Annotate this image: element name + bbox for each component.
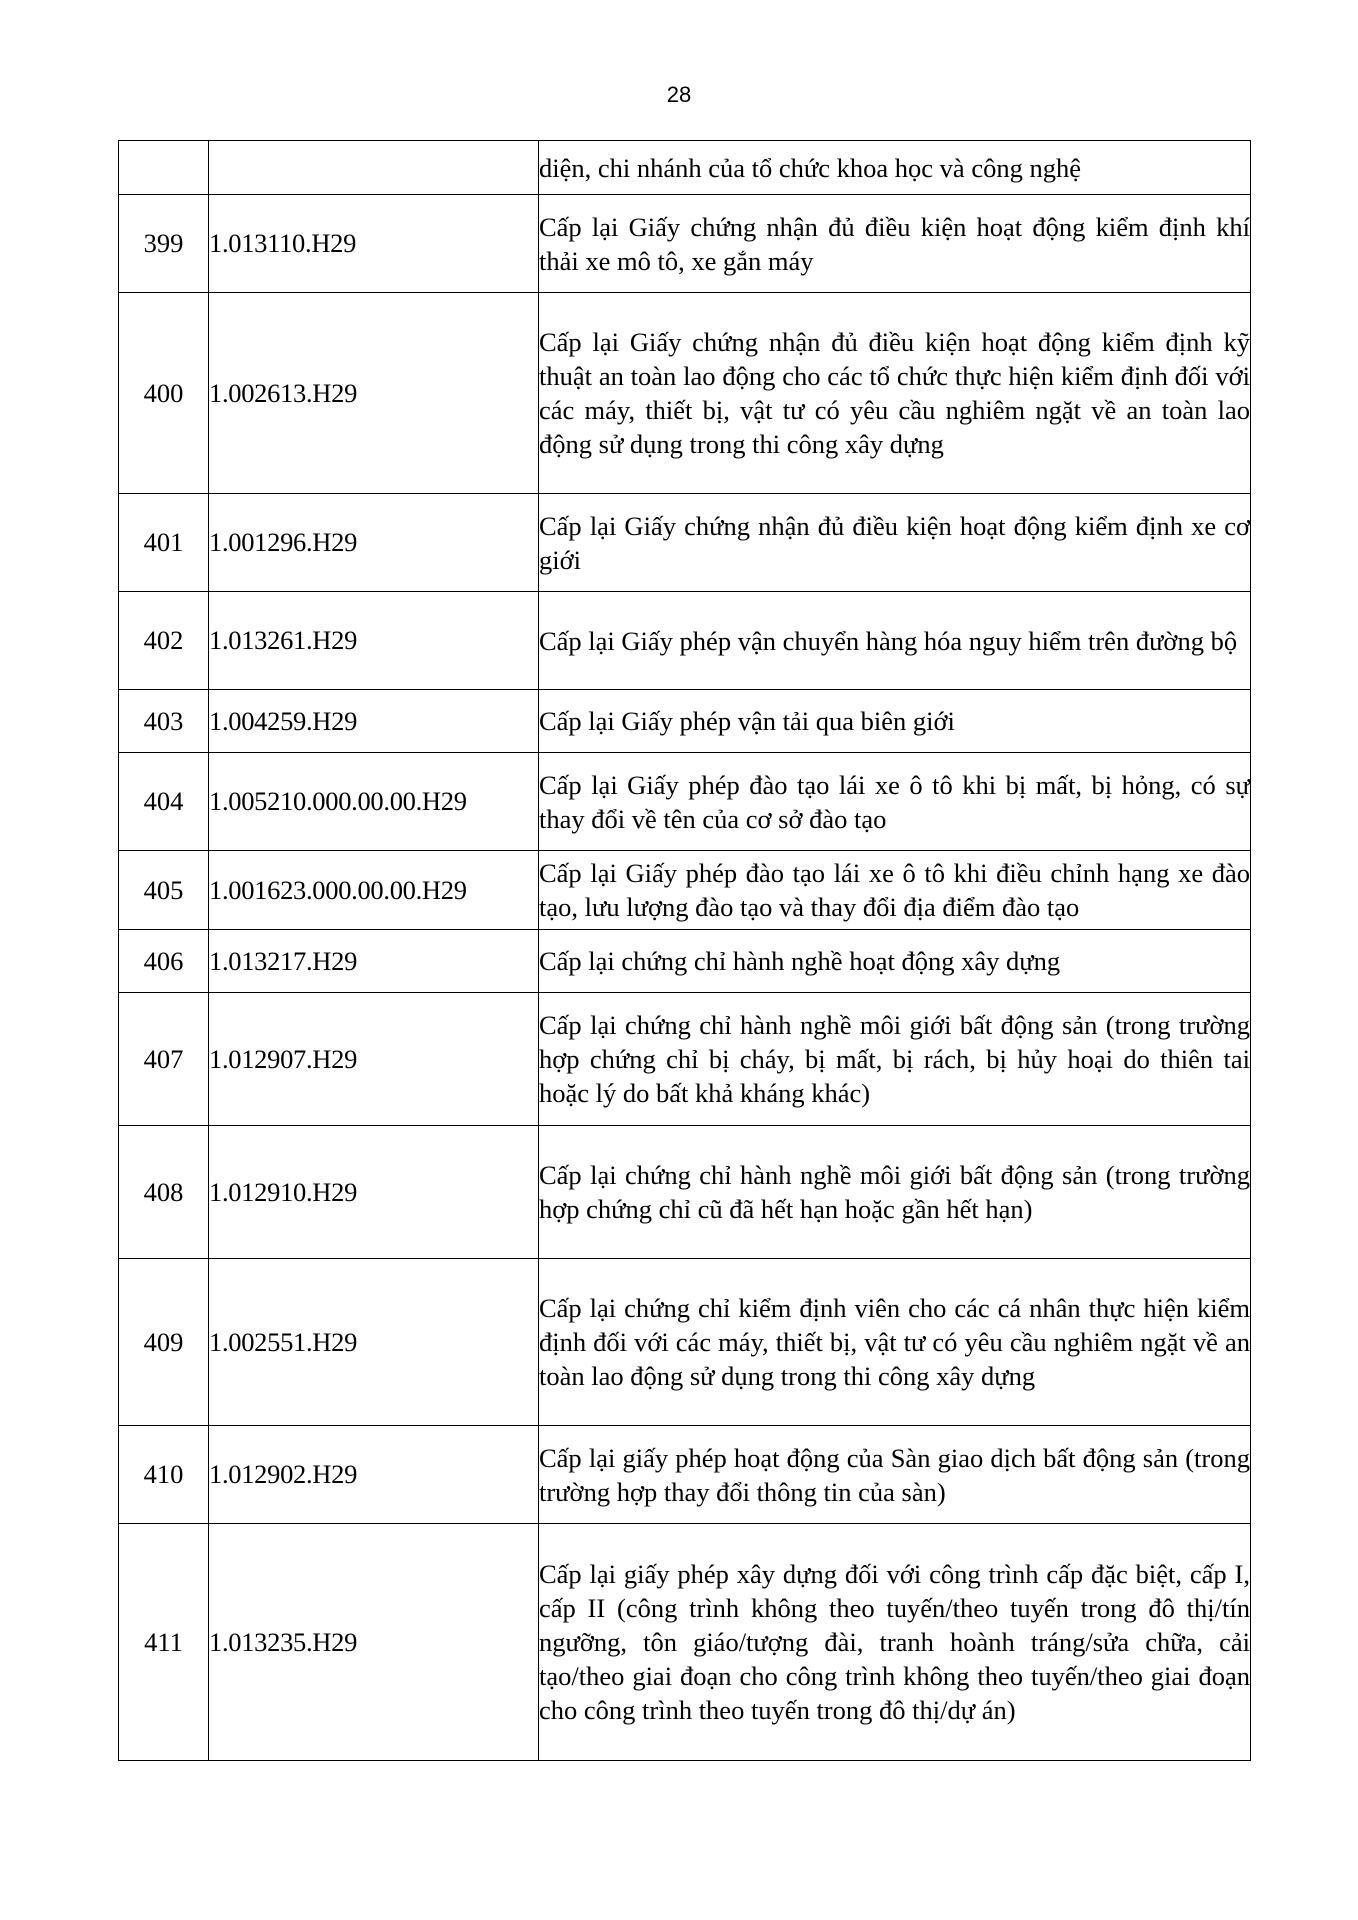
procedure-code: 1.013261.H29 xyxy=(209,592,539,690)
procedure-table xyxy=(118,140,1251,1761)
procedure-name: Cấp lại Giấy chứng nhận đủ điều kiện hoạt động kiểm định kỹ thuật an toàn lao động cho các tổ chức thực hiện kiểm định đối với các máy, thiết bị, vật tư có yêu cầu nghiêm ngặt về an toàn lao động sử dụng trong thi công xây dựng xyxy=(539,293,1251,494)
row-number: 404 xyxy=(119,753,209,851)
procedure-code: 1.013110.H29 xyxy=(209,195,539,293)
procedure-name: diện, chi nhánh của tổ chức khoa học và công nghệ xyxy=(539,141,1251,195)
procedure-code: 1.005210.000.00.00.H29 xyxy=(209,753,539,851)
row-number: 405 xyxy=(119,851,209,930)
procedure-name: Cấp lại giấy phép hoạt động của Sàn giao dịch bất động sản (trong trường hợp thay đổi thông tin của sàn) xyxy=(539,1426,1251,1524)
procedure-code: 1.004259.H29 xyxy=(209,690,539,753)
row-number: 411 xyxy=(119,1524,209,1761)
row-number: 401 xyxy=(119,494,209,592)
row-number: 409 xyxy=(119,1259,209,1426)
table-row xyxy=(119,293,1251,494)
table-row xyxy=(119,494,1251,592)
procedure-code: 1.013235.H29 xyxy=(209,1524,539,1761)
procedure-name: Cấp lại chứng chỉ hành nghề môi giới bất động sản (trong trường hợp chứng chỉ cũ đã hết hạn hoặc gần hết hạn) xyxy=(539,1126,1251,1259)
table-row xyxy=(119,592,1251,690)
procedure-code: 1.012902.H29 xyxy=(209,1426,539,1524)
table-row xyxy=(119,690,1251,753)
table-row xyxy=(119,1426,1251,1524)
procedure-code xyxy=(209,141,539,195)
procedure-name: Cấp lại chứng chỉ kiểm định viên cho các cá nhân thực hiện kiểm định đối với các máy, thiết bị, vật tư có yêu cầu nghiêm ngặt về an toàn lao động sử dụng trong thi công xây dựng xyxy=(539,1259,1251,1426)
procedure-code: 1.001296.H29 xyxy=(209,494,539,592)
procedure-name: Cấp lại chứng chỉ hành nghề hoạt động xây dựng xyxy=(539,930,1251,993)
row-number: 407 xyxy=(119,993,209,1126)
table-row xyxy=(119,195,1251,293)
page-number: 28 xyxy=(666,82,692,107)
row-number: 406 xyxy=(119,930,209,993)
table-body xyxy=(119,141,1251,1761)
procedure-name: Cấp lại Giấy phép đào tạo lái xe ô tô khi điều chỉnh hạng xe đào tạo, lưu lượng đào tạo và thay đổi địa điểm đào tạo xyxy=(539,851,1251,930)
procedure-name: Cấp lại giấy phép xây dựng đối với công trình cấp đặc biệt, cấp I, cấp II (công trình không theo tuyến/theo tuyến trong đô thị/tín ngưỡng, tôn giáo/tượng đài, tranh hoành tráng/sửa chữa, cải tạo/theo giai đoạn cho công trình không theo tuyến/theo giai đoạn cho công trình theo tuyến trong đô thị/dự án) xyxy=(539,1524,1251,1761)
row-number: 399 xyxy=(119,195,209,293)
procedure-name: Cấp lại Giấy phép đào tạo lái xe ô tô khi bị mất, bị hỏng, có sự thay đổi về tên của cơ sở đào tạo xyxy=(539,753,1251,851)
procedure-name: Cấp lại Giấy phép vận tải qua biên giới xyxy=(539,690,1251,753)
table-row xyxy=(119,1259,1251,1426)
table-row xyxy=(119,851,1251,930)
table-row xyxy=(119,141,1251,195)
procedure-code: 1.002613.H29 xyxy=(209,293,539,494)
table-row xyxy=(119,993,1251,1126)
procedure-name: Cấp lại Giấy chứng nhận đủ điều kiện hoạt động kiểm định khí thải xe mô tô, xe gắn máy xyxy=(539,195,1251,293)
row-number: 410 xyxy=(119,1426,209,1524)
row-number xyxy=(119,141,209,195)
table-row xyxy=(119,930,1251,993)
table-row xyxy=(119,1126,1251,1259)
procedure-name: Cấp lại Giấy phép vận chuyển hàng hóa nguy hiểm trên đường bộ xyxy=(539,592,1251,690)
row-number: 402 xyxy=(119,592,209,690)
row-number: 408 xyxy=(119,1126,209,1259)
procedure-code: 1.012910.H29 xyxy=(209,1126,539,1259)
procedure-code: 1.012907.H29 xyxy=(209,993,539,1126)
table-row xyxy=(119,1524,1251,1761)
procedure-name: Cấp lại Giấy chứng nhận đủ điều kiện hoạt động kiểm định xe cơ giới xyxy=(539,494,1251,592)
procedure-code: 1.002551.H29 xyxy=(209,1259,539,1426)
procedure-code: 1.001623.000.00.00.H29 xyxy=(209,851,539,930)
procedure-name: Cấp lại chứng chỉ hành nghề môi giới bất động sản (trong trường hợp chứng chỉ bị cháy, bị mất, bị rách, bị hủy hoại do thiên tai hoặc lý do bất khả kháng khác) xyxy=(539,993,1251,1126)
row-number: 403 xyxy=(119,690,209,753)
table-row xyxy=(119,753,1251,851)
row-number: 400 xyxy=(119,293,209,494)
procedure-code: 1.013217.H29 xyxy=(209,930,539,993)
